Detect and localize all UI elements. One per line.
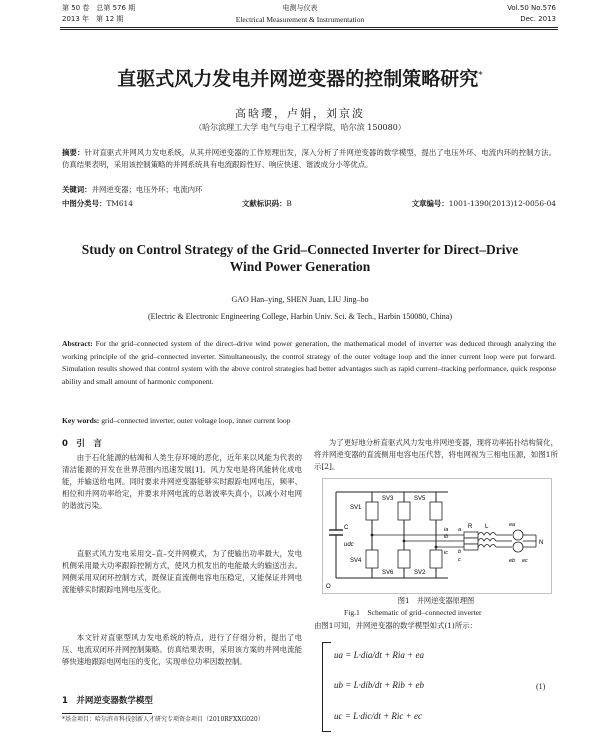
header-journal-cn: 电测与仪表: [282, 4, 318, 12]
source-eb-label: eb: [509, 558, 516, 564]
doc-code-value: B: [286, 199, 292, 208]
keywords-en-label: Key words:: [62, 416, 100, 425]
inductor-label: L: [485, 524, 489, 530]
source-ea-label: ea: [509, 522, 516, 528]
label-sv5: SV5: [414, 496, 426, 502]
section-0-heading: 0 引 言: [62, 439, 102, 449]
title-cn-text: 直驱式风力发电并网逆变器的控制策略研究: [117, 68, 479, 90]
node-c-label: c: [458, 557, 461, 563]
header-issue-cn: 2013 年 第 12 期: [62, 15, 124, 23]
figure-caption-en: Fig.1 Schematic of grid–connected inverter: [344, 608, 482, 617]
current-ic-label: ic: [444, 550, 448, 556]
keywords-cn: [62, 184, 556, 196]
figure-caption-cn: 图1 并网逆变器原理图: [397, 596, 475, 605]
doc-code-label: 文献标识码：: [242, 199, 287, 208]
equation-brace: [322, 642, 331, 732]
udc-label: udc: [344, 542, 354, 548]
abstract-cn-text: 针对直驱式并网风力发电系统，从其并网逆变器的工作原理出发，深入分析了并网逆变器的数学模型，提出了电压外环、电流内环的控制方法。仿真结果表明，采用该控制策略的并网系统具有电流跟踪性好、响应快速、谐波成分小等优点。: [62, 148, 556, 169]
equation-number: (1): [536, 682, 546, 691]
header-rule-thin: [60, 29, 558, 30]
header-volume-cn: 第 50 卷 总第 576 期: [62, 4, 136, 12]
abstract-en-text: For the grid–connected system of the direct–drive wind power generation, the mathematical model of inverter was deduced through analyzing the working principle of the grid–connected inverter. Simultaneously, the control strategy of the outer voltage loop and the inner current loop were put forward. Simulation results showed that control system with the above control strategies had better advantages such as rapid current–tracking performance, quick response ability and small amount of harmonic component.: [62, 339, 556, 386]
header-date-en: Dec. 2013: [520, 15, 556, 23]
cap-label: C: [344, 525, 349, 531]
equation-line-3: uc = L·dic/dt + Ric + ec: [334, 711, 422, 721]
article-no-value: 1001-1390(2013)12-0056-04: [448, 199, 556, 208]
class-no-value: TM614: [106, 199, 133, 208]
switch-sv3: [398, 502, 410, 520]
switch-sv1: [366, 502, 378, 520]
section-1-heading: 1 并网逆变器数学模型: [62, 696, 153, 706]
page-title-en: Study on Control Strategy of the Grid–Connected Inverter for Direct–Drive Wind Power Generation: [81, 242, 519, 274]
abstract-cn-label: 摘要：: [62, 148, 85, 157]
footnote: *基金项目：哈尔滨市科技创新人才研究专项资金项目（2010RFXXG020）: [62, 716, 264, 723]
equation-line-2: ub = L·dib/dt + Rib + eb: [334, 680, 424, 690]
article-no-label: 文章编号：: [411, 199, 449, 208]
switch-sv6: [398, 550, 410, 568]
keywords-en: [62, 415, 556, 428]
inverter-schematic: [322, 478, 552, 594]
node-b-label: b: [458, 549, 462, 555]
switch-sv5: [430, 502, 442, 520]
header-rule: [60, 27, 558, 28]
classification-row: [62, 198, 556, 210]
phase-c-line: [436, 542, 536, 552]
equation-line-1: ua = L·dia/dt + Ria + ea: [334, 650, 424, 660]
keywords-en-text: grid–connected inverter, outer voltage loop, inner current loop: [101, 416, 291, 425]
header-journal-en: Electrical Measurement & Instrumentation: [235, 15, 365, 24]
footnote-rule: [62, 713, 152, 714]
switch-sv4: [366, 550, 378, 568]
intro-paragraph-2: 直驱式风力发电采用交–直–交并网模式，为了使输出功率最大，发电机侧采用最大功率跟踪控制方式，使风力机发出的电能最大的输送出去。网侧采用双闭环控制方式，既保证直流侧电容电压稳定，又能保证并网电流能够实时跟踪电网电压变化。: [62, 549, 302, 594]
resistor-label: R: [468, 524, 473, 530]
switch-sv2: [430, 550, 442, 568]
label-sv1: SV1: [350, 505, 362, 511]
label-sv3: SV3: [382, 496, 394, 502]
o-node-label: O: [326, 584, 331, 590]
node-a-label: a: [458, 527, 462, 533]
page-title-cn: [0, 64, 600, 91]
right-paragraph-2: 由图1可知，并网逆变器的数学模型如式(1)所示：: [314, 621, 477, 630]
header-volume-en: Vol.50 No.576: [507, 4, 556, 12]
source-ec-label: ec: [522, 558, 528, 564]
label-sv4: SV4: [350, 558, 362, 564]
label-sv6: SV6: [382, 570, 394, 576]
intro-paragraph-3: 本文针对直驱型风力发电系统的特点，进行了仔细分析，提出了电压、电流双闭环并网控制策略。仿真结果表明，采用该方案的并网电流能够快速地跟踪电网电压的变化，实现单位功率因数控制。: [62, 633, 302, 666]
label-sv2: SV2: [414, 570, 426, 576]
abstract-cn: [62, 147, 556, 171]
authors-en: GAO Han–ying, SHEN Juan, LIU Jing–bo: [231, 295, 369, 304]
phase-a-line: [372, 530, 536, 540]
authors-cn: 高晗璎，卢娟，刘京波: [235, 107, 365, 120]
class-no-label: 中图分类号：: [62, 199, 107, 208]
intro-paragraph-1: 由于石化能源的枯竭和人类生存环境的恶化，近年来以风能为代表的清洁能源的开发在世界范围内迅速发展[1]。风力发电是将风能转化成电能，并输送给电网。同时要求并网逆变器能够实时跟踪电网电压，频率、相位和并网功率给定，并要求并网电流的总谐波率失真小，以减小对电网的谐波污染。: [62, 453, 302, 510]
n-node-label: N: [539, 540, 544, 546]
current-ib-label: ib: [444, 534, 449, 540]
abstract-en: [62, 338, 556, 388]
title-footnote-mark: *: [478, 70, 483, 81]
keywords-cn-label: 关键词：: [62, 185, 92, 194]
current-ia-label: ia: [444, 527, 449, 533]
keywords-cn-text: 并网逆变器；电压外环；电流内环: [91, 185, 203, 194]
abstract-en-label: Abstract:: [62, 339, 93, 348]
affiliation-cn: （哈尔滨理工大学 电气与电子工程学院，哈尔滨 150080）: [194, 123, 406, 132]
affiliation-en: (Electric & Electronic Engineering College, Harbin Univ. Sci. & Tech., Harbin 150080, China): [147, 312, 453, 321]
right-paragraph-1: 为了更好地分析直驱式风力发电并网逆变器，现将功率拓扑结构简化，将并网逆变器的直流侧用电容电压代替，将电网视为三相电压源，如图1所示[2]。: [314, 438, 558, 471]
